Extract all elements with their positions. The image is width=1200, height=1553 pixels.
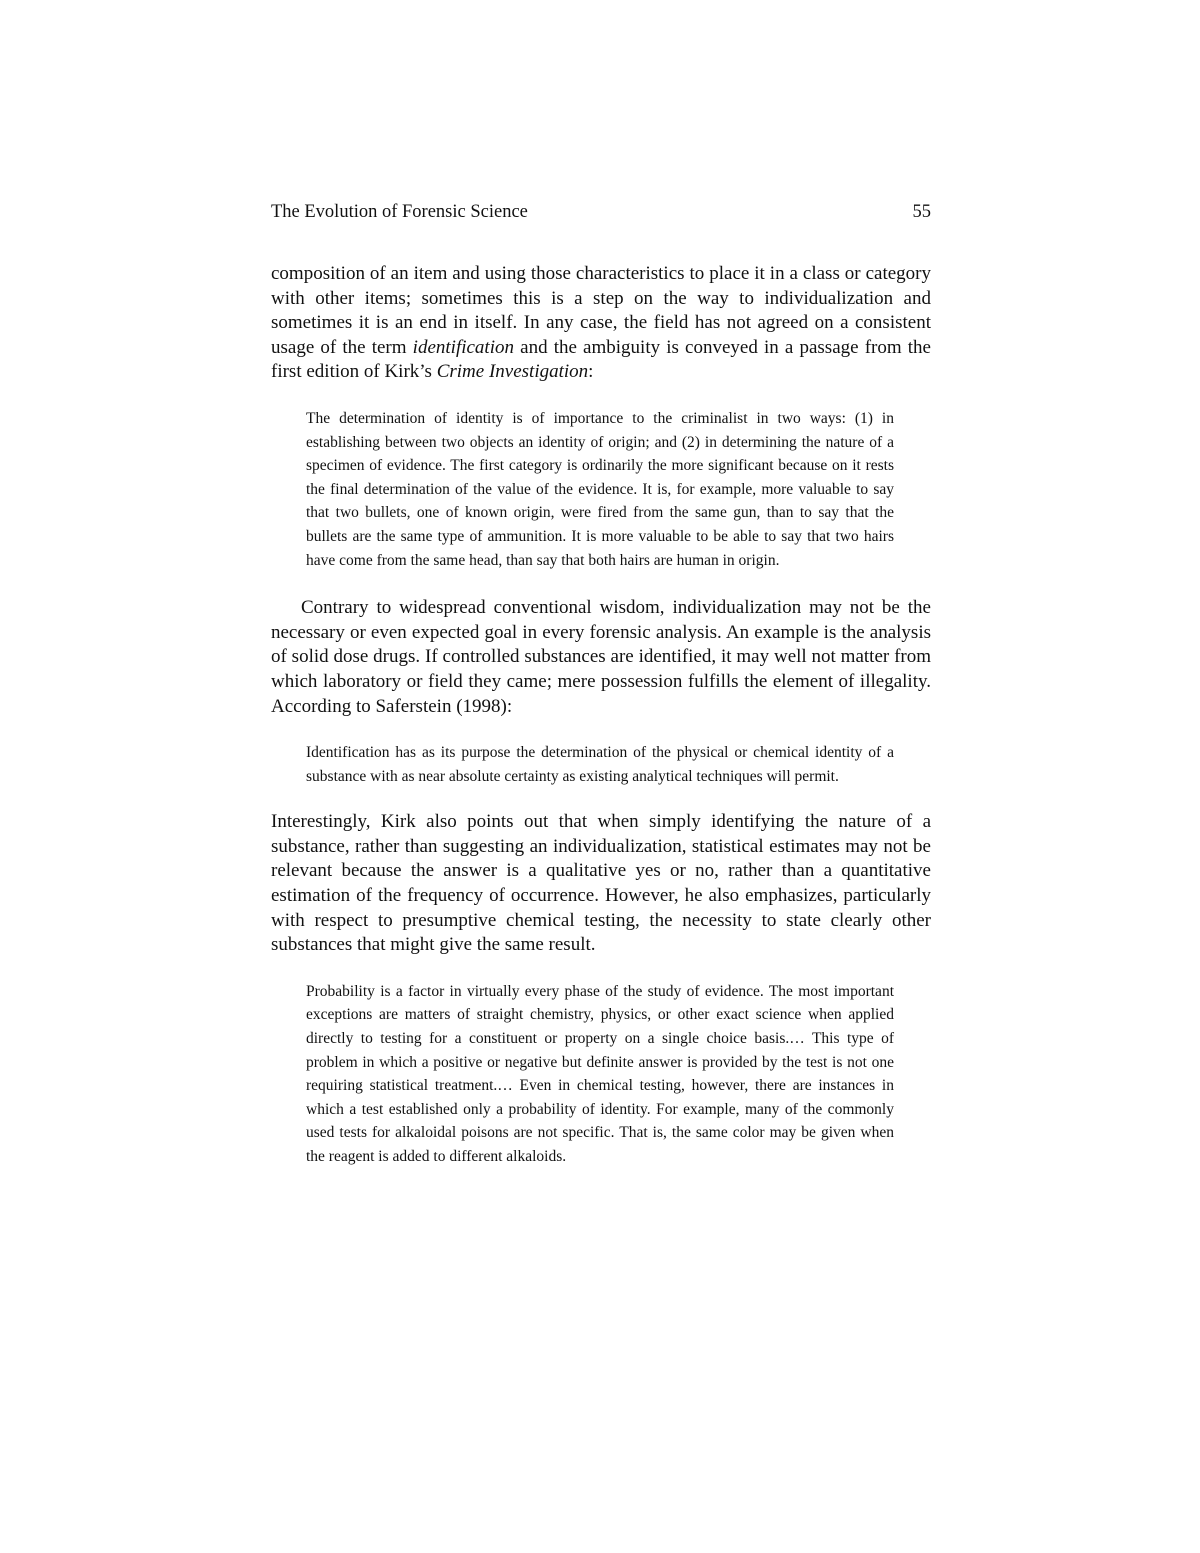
paragraph-text: composition of an item and using those characteristics to place it in a class or category with other items; sometimes this is a step on the way to individualization and sometimes it is an end in itself. In any case, the field has not agreed on a consistent usage of the term [271,263,931,358]
block-quote-saferstein: Identification has as its purpose the determination of the physical or chemical identity of a substance with as near absolute certainty as existing analytical techniques will permit. [306,744,894,785]
running-header [271,198,931,226]
page-number: 55 [912,202,931,222]
block-quote-kirk-identity: The determination of identity is of importance to the criminalist in two ways: (1) in establishing between two objects an identity of origin; and (2) in determining the nature of a specimen of evidence. The first category is ordinarily the more significant because on it rests the final determination of the value of the evidence. It is, for example, more valuable to say that two bullets, one of known origin, were fired from the same gun, than to say that the bullets are the same type of ammunition. It is more valuable to be able to say that two hairs have come from the same head, than say that both hairs are human in origin. [306,409,894,569]
block-quote-kirk-probability: Probability is a factor in virtually every phase of the study of evidence. The most important exceptions are matters of straight chemistry, physics, or other exact science when applied directly to testing for a constituent or property on a single choice basis.… This type of problem in which a positive or negative but definite answer is provided by the test is not one requiring statistical treatment.… Even in chemical testing, however, there are instances in which a test established only a probability of identity. For example, many of the commonly used tests for alkaloidal poisons are not specific. That is, the same color may be given when the reagent is added to different alkaloids. [306,982,894,1165]
paragraph-text: and the ambiguity is conveyed in a passage from the first edition of Kirk’s [271,336,931,383]
paragraph-kirk-statistics: Interestingly, Kirk also points out that when simply identifying the nature of a substance, rather than suggesting an individualization, statistical estimates may not be relevant because the answer is a qualitative yes or no, rather than a quantitative estimation of the frequency of occurrence. However, he also emphasizes, particularly with respect to presumptive chemical testing, the necessity to state clearly other substances that might give the same result. [271,811,931,956]
paragraph-individualization: Contrary to widespread conventional wisdom, individualization may not be the necessary or even expected goal in every forensic analysis. An example is the analysis of solid dose drugs. If controlled substances are identified, it may well not matter from which laboratory or field they came; mere possession fulfills the element of illegality. According to Saferstein (1998): [271,597,931,717]
term-identification: identification [412,336,514,358]
book-title-crime-investigation: Crime Investigation [436,361,589,383]
paragraph-text: : [588,361,594,383]
book-page [271,198,931,1169]
paragraph-continuation [271,262,931,385]
running-title: The Evolution of Forensic Science [271,202,528,222]
